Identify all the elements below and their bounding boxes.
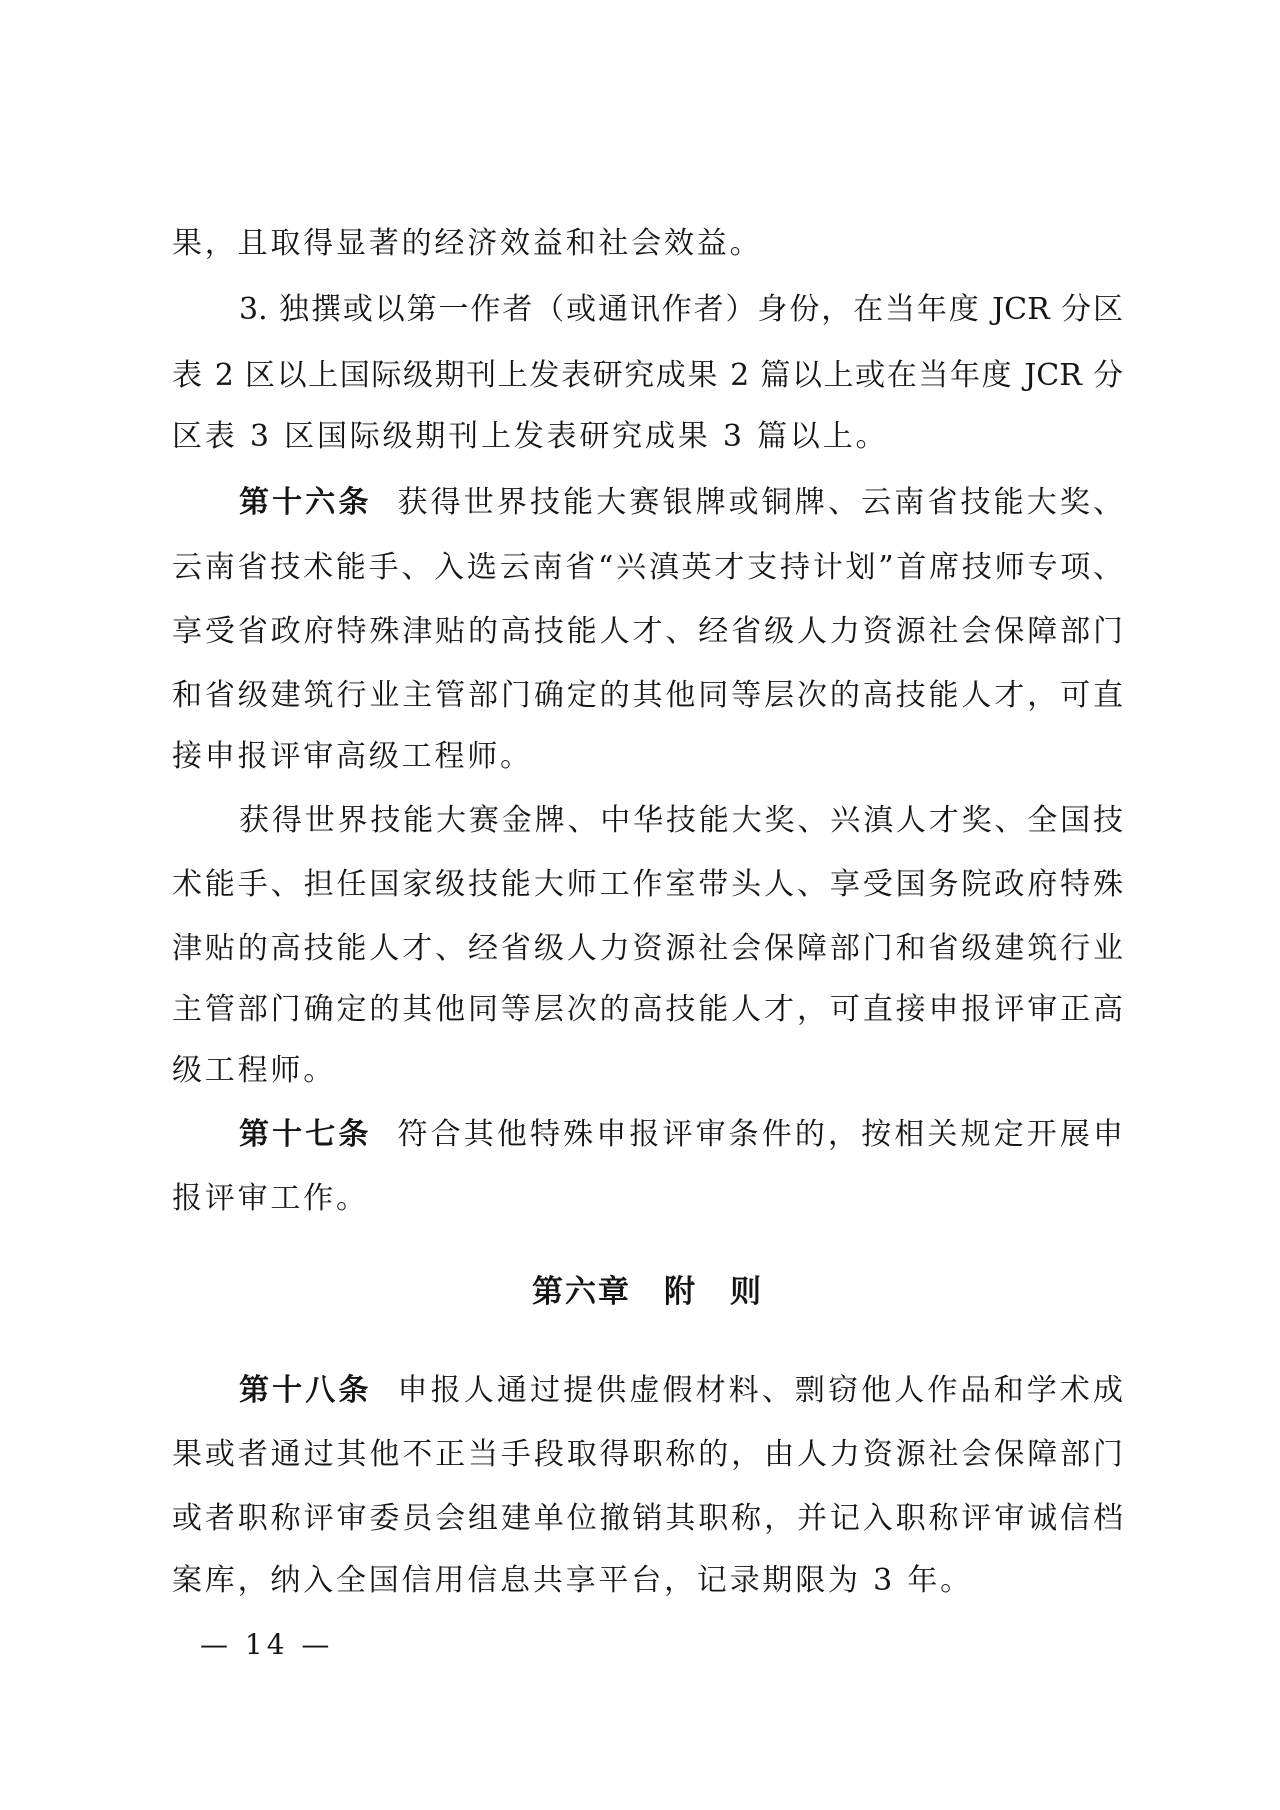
article-label: 第十七条 [239, 1117, 372, 1152]
article-label: 第十六条 [239, 485, 372, 520]
paragraph-line: 云南省技术能手、入选云南省“兴滇英才支持计划”首席技师专项、 [172, 550, 1123, 585]
article-text: 符合其他特殊申报评审条件的，按相关规定开展申 [397, 1117, 1123, 1152]
article-label: 第十八条 [239, 1373, 372, 1408]
paragraph-line: 表 2 区以上国际级期刊上发表研究成果 2 篇以上或在当年度 JCR 分 [172, 358, 1123, 393]
paragraph-line: 案库，纳入全国信用信息共享平台，记录期限为 3 年。 [172, 1563, 973, 1598]
paragraph-line: 主管部门确定的其他同等层次的高技能人才，可直接申报评审正高 [172, 992, 1123, 1027]
paragraph-line: 报评审工作。 [172, 1181, 369, 1216]
paragraph-line: 果或者通过其他不正当手段取得职称的，由人力资源社会保障部门 [172, 1437, 1123, 1472]
paragraph-line: 津贴的高技能人才、经省级人力资源社会保障部门和省级建筑行业 [172, 931, 1123, 966]
article-text: 申报人通过提供虚假材料、剽窃他人作品和学术成 [397, 1373, 1123, 1408]
chapter-heading: 第六章 附 则 [532, 1274, 763, 1310]
article-first-line [239, 1115, 1123, 1155]
paragraph-line: 级工程师。 [172, 1053, 336, 1088]
paragraph-line: 获得世界技能大赛金牌、中华技能大奖、兴滇人才奖、全国技 [239, 803, 1123, 838]
paragraph-line: 享受省政府特殊津贴的高技能人才、经省级人力资源社会保障部门 [172, 614, 1123, 649]
paragraph-line: 术能手、担任国家级技能大师工作室带头人、享受国务院政府特殊 [172, 867, 1123, 902]
paragraph-line: 和省级建筑行业主管部门确定的其他同等层次的高技能人才，可直 [172, 678, 1123, 713]
article-first-line [239, 483, 1123, 523]
article-first-line [239, 1371, 1123, 1411]
article-text: 获得世界技能大赛银牌或铜牌、云南省技能大奖、 [397, 485, 1123, 520]
paragraph-line: 3. 独撰或以第一作者（或通讯作者）身份，在当年度 JCR 分区 [239, 292, 1123, 327]
paragraph-line: 接申报评审高级工程师。 [172, 739, 533, 774]
paragraph-line: 区表 3 区国际级期刊上发表研究成果 3 篇以上。 [172, 419, 889, 454]
page-number: — 14 — [200, 1628, 334, 1661]
paragraph-line: 或者职称评审委员会组建单位撤销其职称，并记入职称评审诚信档 [172, 1501, 1123, 1536]
paragraph-line: 果，且取得显著的经济效益和社会效益。 [172, 226, 763, 261]
